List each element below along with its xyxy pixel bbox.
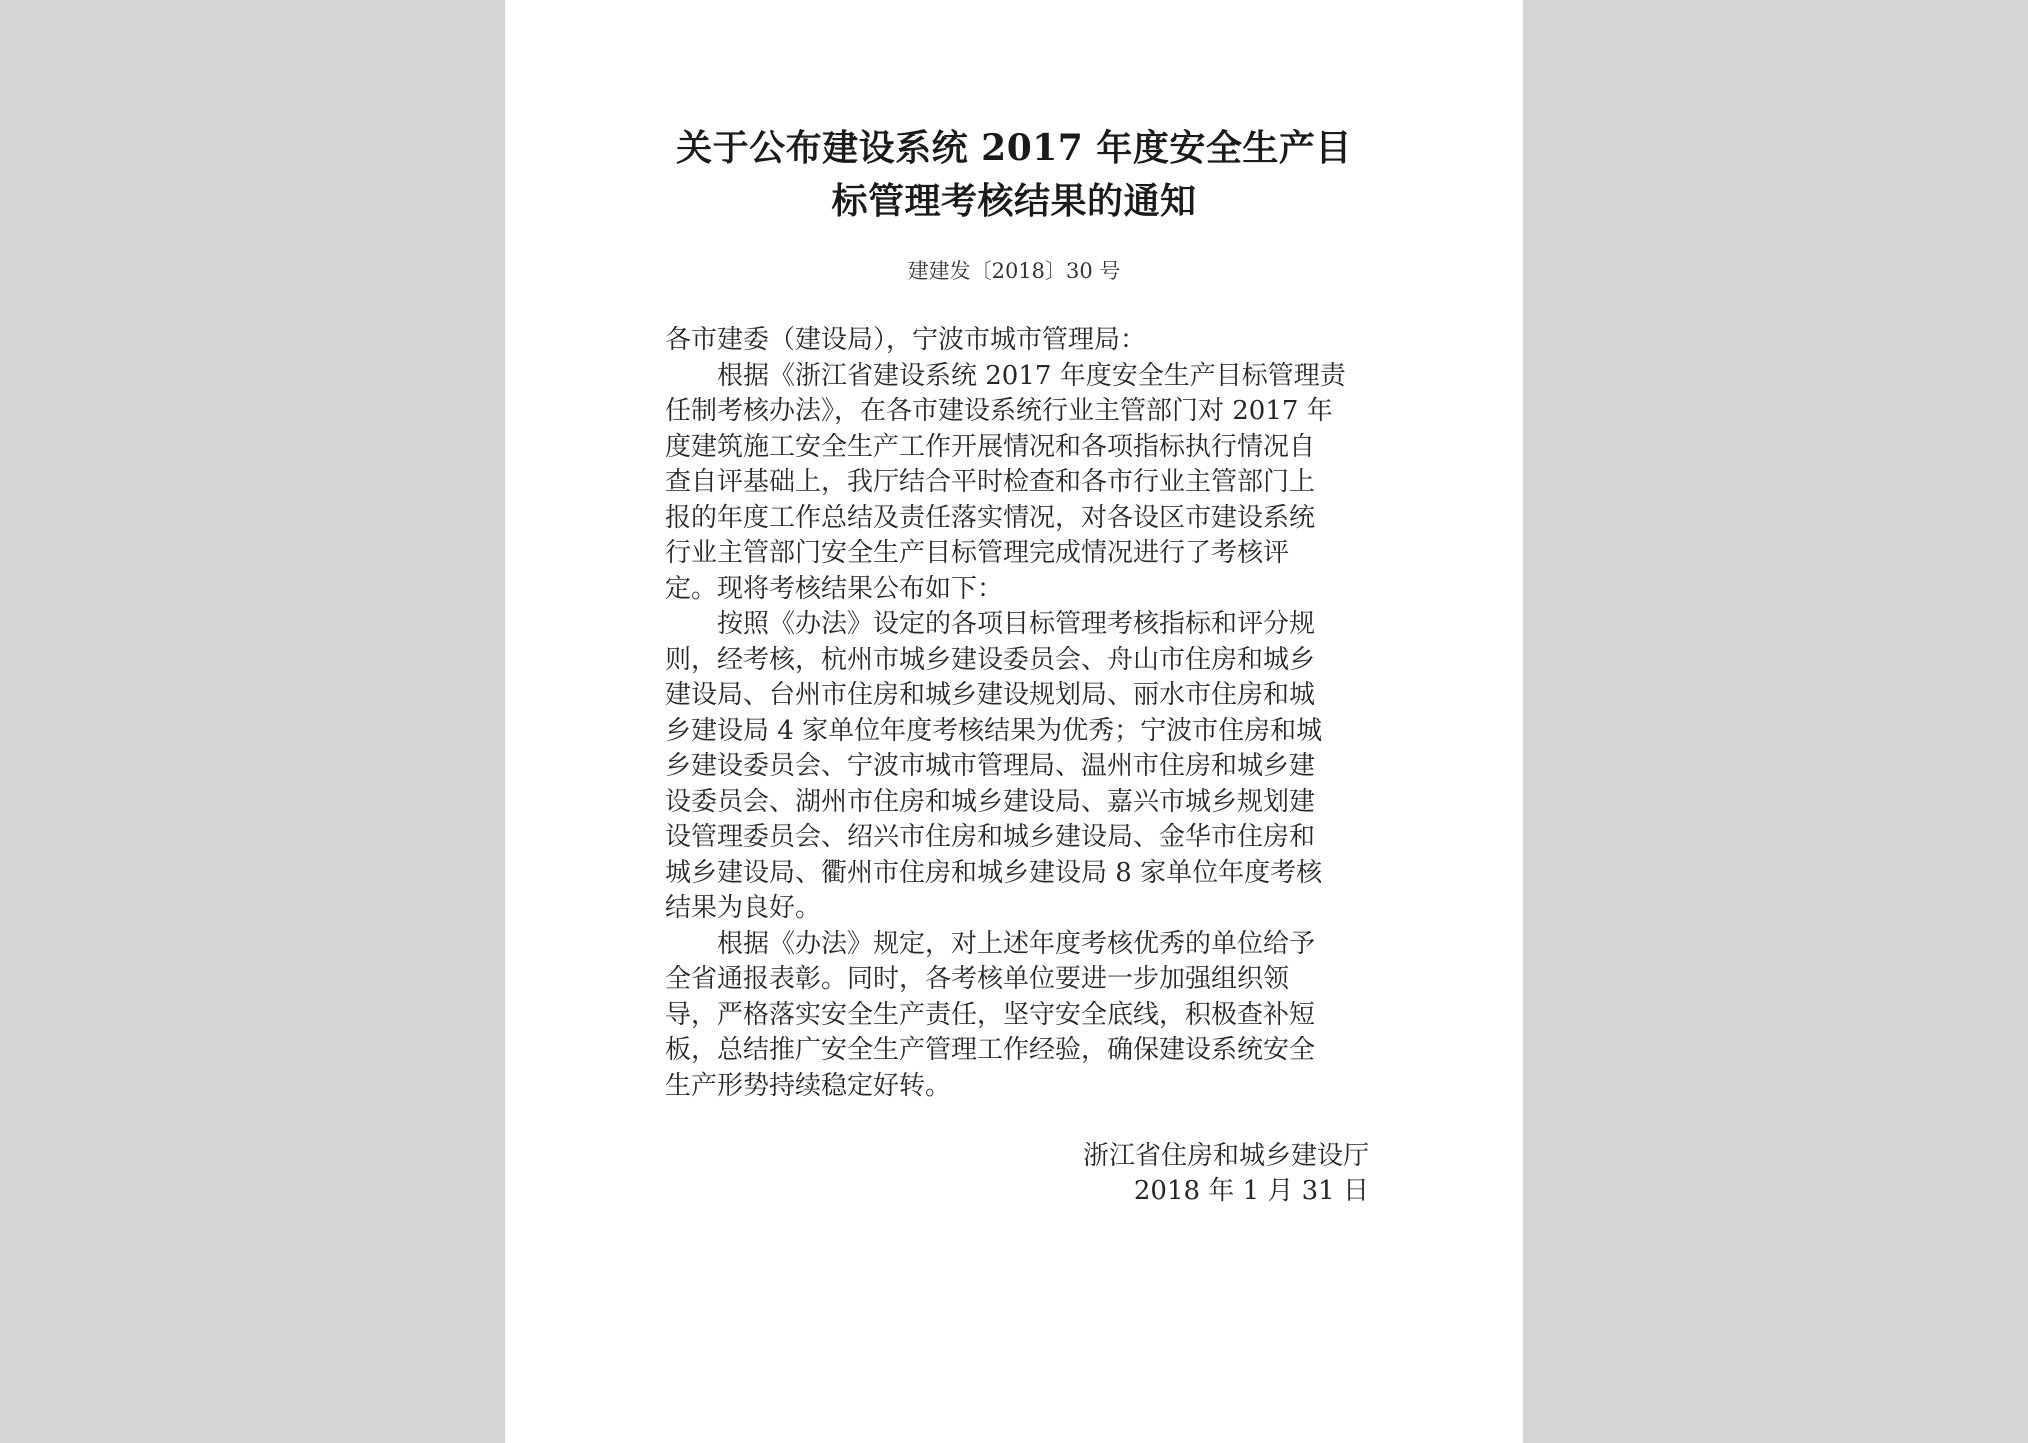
issue-date: 2018 年 1 月 31 日 bbox=[1133, 1176, 1369, 1206]
body-line: 根据《办法》规定，对上述年度考核优秀的单位给予 bbox=[665, 928, 1316, 959]
title-line: 关于公布建设系统 2017 年度安全生产目 bbox=[676, 127, 1352, 169]
document-body bbox=[665, 323, 1371, 1104]
document-page bbox=[505, 0, 1523, 1443]
body-line: 导，严格落实安全生产责任，坚守安全底线，积极查补短 bbox=[665, 999, 1316, 1030]
body-line: 全省通报表彰。同时，各考核单位要进一步加强组织领 bbox=[665, 964, 1290, 994]
body-line: 查自评基础上，我厅结合平时检查和各市行业主管部门上 bbox=[665, 467, 1316, 497]
body-line: 城乡建设局、衢州市住房和城乡建设局 8 家单位年度考核 bbox=[665, 857, 1323, 888]
body-line: 建设局、台州市住房和城乡建设规划局、丽水市住房和城 bbox=[665, 680, 1316, 710]
body-line: 乡建设委员会、宁波市城市管理局、温州市住房和城乡建 bbox=[665, 751, 1316, 781]
body-line: 乡建设局 4 家单位年度考核结果为优秀；宁波市住房和城 bbox=[665, 715, 1323, 746]
body-line: 设管理委员会、绍兴市住房和城乡建设局、金华市住房和 bbox=[665, 822, 1316, 852]
document-number: 建建发〔2018〕30 号 bbox=[907, 259, 1121, 283]
body-line: 行业主管部门安全生产目标管理完成情况进行了考核评 bbox=[665, 538, 1290, 568]
issuer-name: 浙江省住房和城乡建设厅 bbox=[1082, 1141, 1369, 1171]
document-title bbox=[625, 122, 1403, 228]
addressee-line: 各市建委（建设局），宁波市城市管理局： bbox=[665, 325, 1147, 355]
body-line: 根据《浙江省建设系统 2017 年度安全生产目标管理责 bbox=[665, 360, 1346, 391]
body-line: 则，经考核，杭州市城乡建设委员会、舟山市住房和城乡 bbox=[665, 644, 1316, 675]
title-line: 标管理考核结果的通知 bbox=[831, 180, 1197, 222]
body-line: 报的年度工作总结及责任落实情况，对各设区市建设系统 bbox=[665, 502, 1316, 533]
body-line: 任制考核办法》，在各市建设系统行业主管部门对 2017 年 bbox=[665, 396, 1333, 426]
body-line: 定。现将考核结果公布如下： bbox=[665, 573, 1004, 604]
body-line: 度建筑施工安全生产工作开展情况和各项指标执行情况自 bbox=[665, 431, 1316, 462]
body-line: 设委员会、湖州市住房和城乡建设局、嘉兴市城乡规划建 bbox=[665, 786, 1316, 817]
signature-block bbox=[1083, 1139, 1369, 1209]
body-line: 生产形势持续稳定好转。 bbox=[665, 1070, 952, 1101]
body-line: 结果为良好。 bbox=[665, 893, 822, 923]
body-line: 按照《办法》设定的各项目标管理考核指标和评分规 bbox=[665, 609, 1316, 639]
body-line: 板，总结推广安全生产管理工作经验，确保建设系统安全 bbox=[665, 1035, 1316, 1065]
